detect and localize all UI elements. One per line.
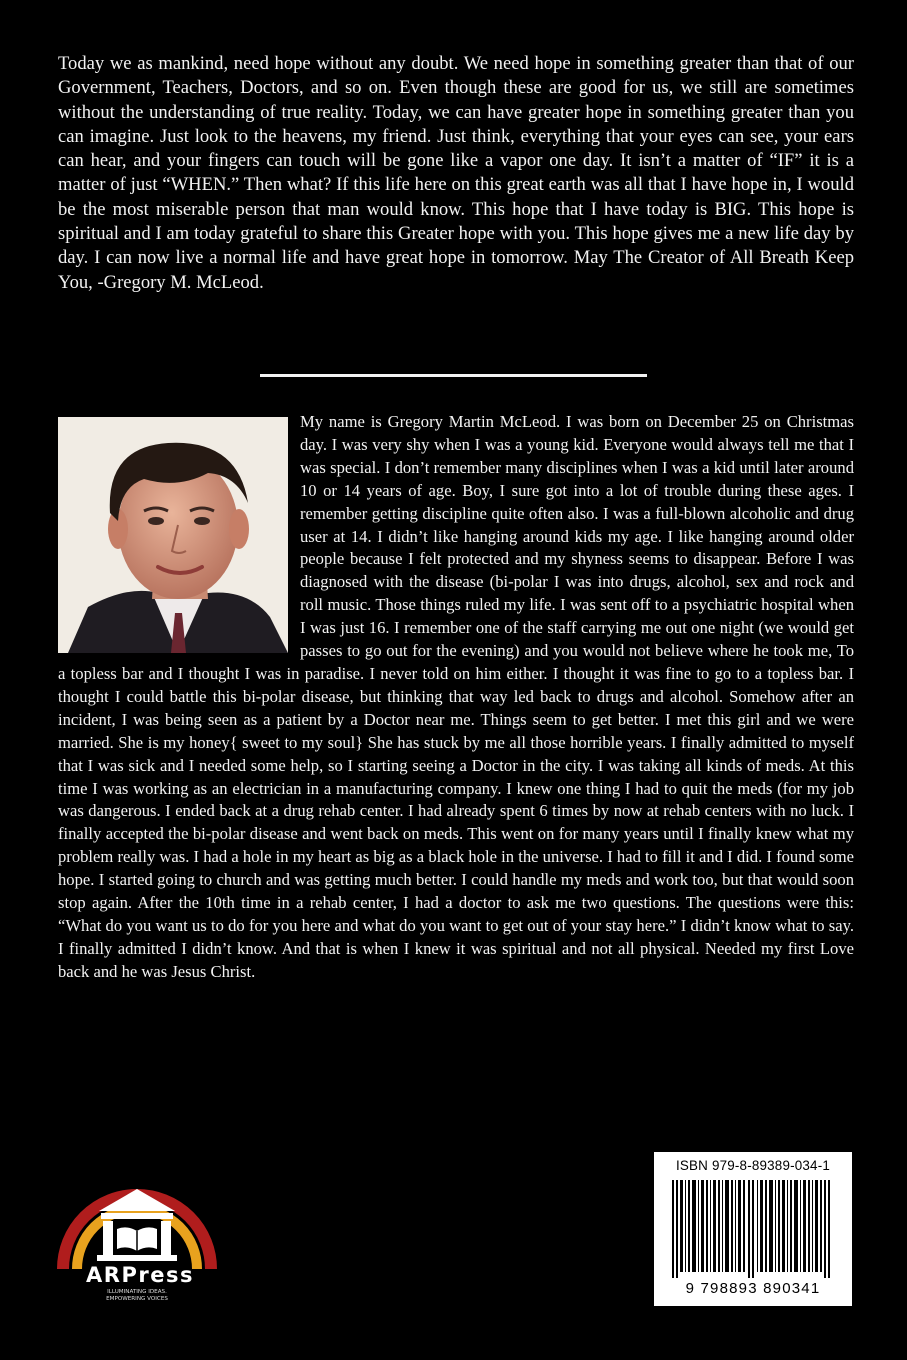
- divider-rule: [260, 374, 647, 377]
- back-cover-blurb: Today we as mankind, need hope without any doubt. We need hope in something greater than that of our Government, Teachers, Doctors, and so on. Even though these are good for us, we still are sometimes without the understanding of true reality. Today, we can have greater hope in something greater than you can imagine. Just look to the heavens, my friend. Just think, everything that your eyes can see, your ears can hear, and your fingers can touch will be gone like a vapor one day. It isn’t a matter of “IF” it is a matter of just “WHEN.” Then what? If this life here on this great earth was all that I have hope in, I would be the most miserable person that man would know. This hope that I have today is BIG. This hope is spiritual and I am today grateful to share this Greater hope with you. This hope gives me a new life day by day. I can now live a normal life and have great hope in tomorrow. May The Creator of All Breath Keep You, -Gregory M. McLeod.: [58, 53, 854, 293]
- publisher-tagline-line1: ILLUMINATING IDEAS.: [107, 1289, 167, 1295]
- barcode-digits-group2: 890341: [763, 1280, 821, 1297]
- author-bio-text: My name is Gregory Martin McLeod. I was born on December 25 on Christmas day. I was very shy when I was a young kid. Everyone would always tell me that I was special. I don’t remember many disciplines when I was a kid until later around 10 or 14 years of age. Boy, I sure got into a lot of trouble during these ages. I remember getting discipline quite often also. I was a full-blown alcoholic and drug user at 14. I didn’t like hanging around kids my age. I like hanging around older people because I felt protected and my shyness seems to disappear. Before I was diagnosed with the disease (bi-polar I was into drugs, alcohol, sex and rock and roll music. Those things ruled my life. I was sent off to a psychiatric hospital when I was just 16. I remember one of the staff carrying me out one night (we would get passes to go out for the evening) and you would not believe where he took me, To a topless bar and I thought I was in paradise. I never told on him either. I thought it was fine to go to a topless bar. I thought I could battle this bi-polar disease, but thinking that way led back to drugs and alcohol. Somehow after an incident, I was being seen as a patient by a Doctor near me. Things seem to get better. I met this girl and we were married. She is my honey{ sweet to my soul} She has stuck by me all those horrible years. I finally admitted to myself that I was sick and I needed some help, so I starting seeing a Doctor in the city. I was taking all kinds of meds. At this time I was working as an electrician in a manufacturing company. I knew one thing I had to quit the meds (for my job was dangerous. I ended back at a drug rehab center. I had already spent 6 times by now at rehab centers with no luck. I finally accepted the bi-polar disease and went back on meds. This went on for many years until I finally knew what my problem really was. I had a hole in my heart as big as a black hole in the universe. I had to fill it and I did. I found some hope. I started going to church and was getting much better. I could handle my meds and work too, but that would soon stop again. After the 10th time in a rehab center, I had a doctor to ask me two questions. The questions were this: “What do you want us to do for you here and what do you want to get out of your stay here.” I didn’t know what to say. I finally admitted I didn’t know. And that is when I knew it was spiritual and not all physical. Needed my first Love back and he was Jesus Christ.: [58, 412, 854, 981]
- barcode-digit-first: 9: [685, 1280, 696, 1297]
- publisher-name: ARPress: [86, 1263, 194, 1287]
- author-photo: [58, 417, 288, 653]
- publisher-tagline: [92, 1289, 182, 1302]
- isbn-label: ISBN 979-8-89389-034-1: [675, 1158, 831, 1173]
- barcode-bars-icon: [664, 1180, 842, 1278]
- barcode-digits: [654, 1280, 852, 1297]
- barcode-digits-group1: 798893: [700, 1280, 758, 1297]
- author-bio: [58, 411, 854, 984]
- isbn-barcode: [654, 1152, 852, 1306]
- author-portrait-icon: [58, 417, 288, 653]
- publisher-tagline-line2: EMPOWERING VOICES: [106, 1295, 168, 1302]
